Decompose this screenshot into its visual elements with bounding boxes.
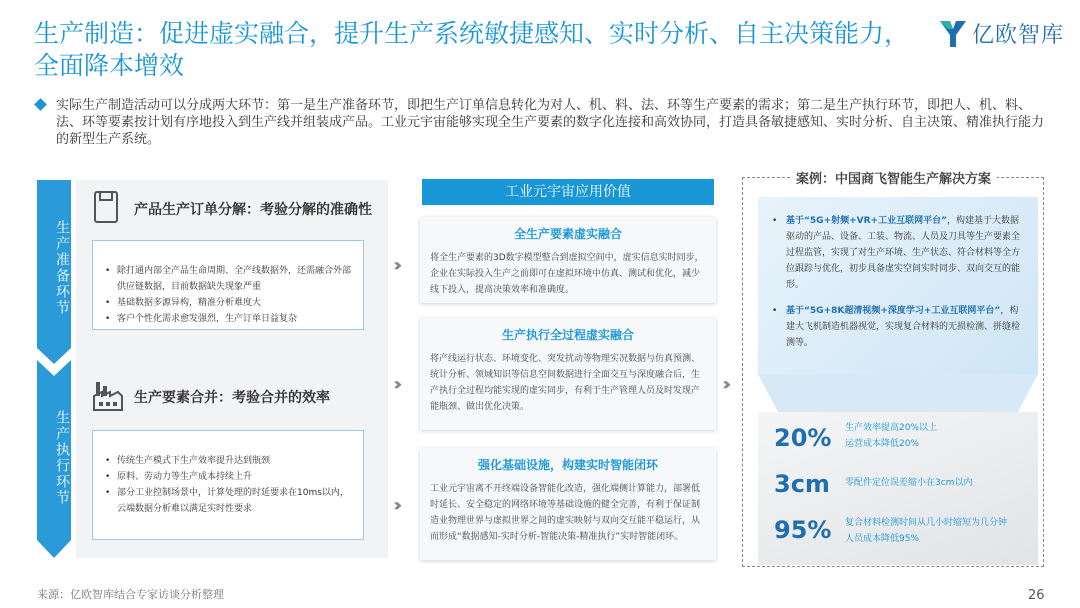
value-column-header: 工业元宇宙应用价值	[422, 179, 714, 205]
stat-description: 生产效率提高20%以上 运营成本降低20%	[845, 423, 938, 449]
case-item-highlight: 基于“5G+射频+VR+工业互联网平台”	[786, 216, 947, 226]
list-item	[786, 213, 1026, 293]
logo-text: 亿欧智库	[972, 22, 1065, 48]
case-item-text: ，构建基于大数据驱动的产品、设备、工装、物流、人员及刀具等生产要素全过程监管，实现了对生产环境、生产状态、符合材料等全方位跟踪与优化，初步具备虚实空间实时同步、双向交互的能形。	[786, 216, 1021, 290]
chevron-right-icon: ›››	[393, 374, 397, 395]
diamond-bullet-icon	[34, 98, 47, 111]
case-results-panel	[758, 412, 1038, 565]
case-item-highlight: 基于“5G+8K超清视频+深度学习+工业互联网平台”	[786, 306, 1001, 316]
stage-arrow-bar	[37, 180, 71, 558]
value-card-title: 全生产要素虚实融合	[513, 227, 622, 241]
stage-label-prep: 生产准备环节	[54, 220, 70, 316]
section-order-decomposition	[92, 190, 372, 228]
brand-logo	[938, 16, 1064, 50]
list-item: • 部分工业控制场景中，计算处理的时延要求在10ms以内，云端数据分析难以满足实时性要求	[117, 485, 353, 517]
section-title: 产品生产订单分解：考验分解的准确性	[134, 202, 372, 218]
factory-icon	[92, 378, 124, 416]
case-connector	[758, 374, 1038, 412]
intro-paragraph	[36, 97, 1046, 148]
list-item: • 除打通内部全产品生命周期、全产线数据外，还需融合外部供应链数据，目前数据缺失现象严重	[117, 263, 353, 295]
value-card-text: 工业元宇宙离不开终端设备智能化改造，强化端侧计算能力，部署低时延长、安全稳定的网络环境等基础设施的健全完善，有利于保证制造业物理世界与虚拟世界之间的虚实映射与双向交互能平稳运行，从而形成“数据感知-实时分析-智能决策-精准执行”实时智能闭环。	[430, 484, 701, 542]
chevron-right-icon: ›››	[722, 374, 726, 395]
case-title: 案例：中国商飞智能生产解决方案	[790, 168, 997, 187]
value-card-text: 将产线运行状态、环境变化、突发扰动等物理实况数据与仿真预测、统计分析、领域知识等信息空间数据进行全面交互与深度融合后，生产执行全过程均能实现的虚实同步，有利于生产管理人员及时发现产能瓶颈、做出优化决策。	[430, 354, 701, 412]
value-card	[420, 318, 716, 430]
list-item: • 基础数据多源异构，精准分析难度大	[117, 295, 353, 311]
source-note: 来源：亿欧智库结合专家访谈分析整理	[37, 588, 224, 601]
stat-value: 95%	[774, 516, 832, 544]
list-item: • 传统生产模式下生产效率提升达到瓶颈	[117, 453, 353, 469]
value-card-text: 将全生产要素的3D数字模型整合到虚拟空间中，虚实信息实时同步，企业在实际投入生产之前即可在虚拟环境中仿真、测试和优化，减少线下投入，提高决策效率和准确度。	[430, 253, 704, 295]
list-item: • 客户个性化需求愈发强烈，生产订单日益复杂	[117, 311, 353, 327]
order-challenges-list	[92, 240, 364, 330]
chevron-right-icon: ›››	[393, 495, 397, 516]
page-number: 26	[1028, 588, 1045, 603]
document-icon	[92, 190, 122, 228]
stat-description: 复合材料检测时间从几小时缩短为几分钟 人员成本降低95%	[845, 518, 1008, 544]
stat-description: 零配件定位误差缩小在3cm以内	[845, 478, 973, 488]
value-card-title: 生产执行全过程虚实融合	[501, 328, 634, 342]
factor-challenges-list	[92, 430, 364, 540]
stage-label-exec: 生产执行环节	[54, 410, 70, 506]
intro-text: 实际生产制造活动可以分成两大环节：第一是生产准备环节，即把生产订单信息转化为对人、机、料、法、环等生产要素的需求；第二是生产执行环节，即把人、机、料、法、环等要素按计划有序地投入到生产线并组装成产品。工业元宇宙能够实现全生产要素的数字化连接和高效协同，打造具备敏捷感知、实时分析、自主决策、精准执行能力的新型生产系统。	[56, 98, 1045, 147]
case-item-text: ，构建大飞机制造机器视觉，实现复合材料的无损检测、拼缝检测等。	[786, 306, 1021, 348]
case-description-list	[758, 197, 1038, 374]
page-title: 生产制造：促进虚实融合，提升生产系统敏捷感知、实时分析、自主决策能力，全面降本增效	[34, 19, 910, 80]
section-factor-merging	[92, 378, 330, 416]
stat-value: 3cm	[774, 470, 830, 498]
value-card	[420, 448, 716, 560]
list-item: • 原料、劳动力等生产成本持续上升	[117, 469, 353, 485]
value-card-title: 强化基础设施，构建实时智能闭环	[477, 458, 658, 472]
list-item	[786, 303, 1026, 351]
chevron-right-icon: ›››	[393, 255, 397, 276]
section-title: 生产要素合并：考验合并的效率	[134, 390, 330, 406]
logo-mark-icon	[938, 17, 968, 49]
value-card	[420, 217, 716, 303]
stat-value: 20%	[774, 424, 832, 452]
